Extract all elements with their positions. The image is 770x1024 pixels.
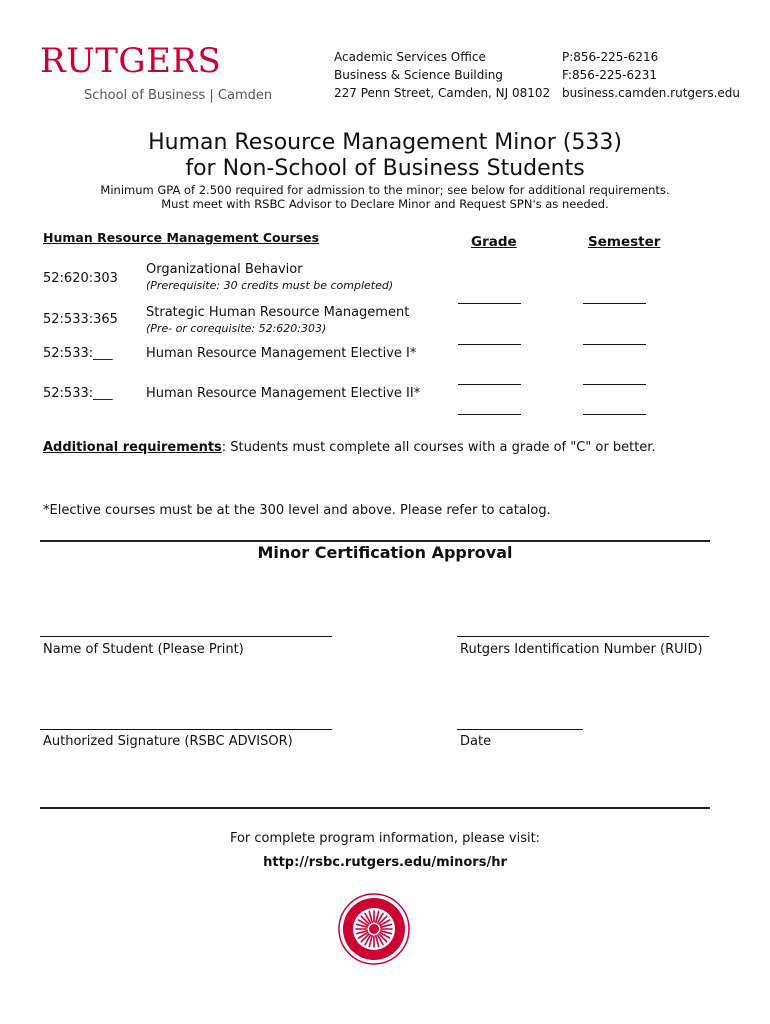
additional-requirements-text: : Students must complete all courses with a grade of "C" or better. (221, 440, 656, 455)
course-note: (Pre- or corequisite: 52:620:303) (146, 322, 327, 335)
grade-blank[interactable] (458, 303, 521, 304)
semester-header: Semester (588, 234, 661, 250)
semester-blank[interactable] (583, 384, 646, 385)
courses-heading: Human Resource Management Courses (43, 230, 320, 245)
fax-number: F:856-225-6231 (562, 68, 658, 82)
grade-header: Grade (471, 234, 517, 250)
address-line: Business & Science Building (334, 68, 503, 82)
program-info: For complete program information, please visit: (229, 831, 541, 846)
ruid-label: Rutgers Identification Number (RUID) (460, 642, 703, 657)
website-link[interactable]: business.camden.rutgers.edu (562, 86, 741, 100)
admission-requirements (0, 183, 770, 211)
student-name-label: Name of Student (Please Print) (43, 642, 244, 657)
course-name: Human Resource Management Elective I* (146, 346, 417, 361)
certification-heading: Minor Certification Approval (257, 543, 513, 562)
program-url-link[interactable]: http://rsbc.rutgers.edu/minors/hr (263, 855, 507, 870)
course-code: 52:533:365 (43, 312, 118, 327)
course-code: 52:533:___ (43, 346, 113, 361)
divider (40, 540, 710, 542)
signature-line[interactable] (40, 729, 332, 730)
office-contact (562, 48, 740, 102)
additional-requirements (43, 440, 656, 455)
title-line: for Non-School of Business Students (185, 156, 585, 181)
ruid-line[interactable] (457, 636, 709, 637)
course-code: 52:533:___ (43, 386, 113, 401)
student-name-line[interactable] (40, 636, 332, 637)
rutgers-logo: RUTGERS (40, 41, 222, 81)
requirement-line: Must meet with RSBC Advisor to Declare Minor and Request SPN's as needed. (161, 197, 609, 211)
office-address (334, 48, 550, 102)
address-line: Academic Services Office (334, 50, 486, 64)
title-line: Human Resource Management Minor (533) (148, 130, 622, 155)
additional-requirements-label: Additional requirements (43, 440, 222, 455)
school-name: School of Business | Camden (84, 88, 273, 103)
address-line: 227 Penn Street, Camden, NJ 08102 (334, 86, 551, 100)
semester-blank[interactable] (583, 344, 646, 345)
course-name: Human Resource Management Elective II* (146, 386, 421, 401)
elective-note: *Elective courses must be at the 300 level and above. Please refer to catalog. (43, 503, 551, 518)
course-name: Strategic Human Resource Management (146, 305, 410, 320)
divider (40, 807, 710, 809)
requirement-line: Minimum GPA of 2.500 required for admission to the minor; see below for additional requirements. (100, 183, 670, 197)
semester-blank[interactable] (583, 414, 646, 415)
course-name: Organizational Behavior (146, 262, 303, 277)
date-label: Date (460, 734, 492, 749)
date-line[interactable] (457, 729, 583, 730)
semester-blank[interactable] (583, 303, 646, 304)
grade-blank[interactable] (458, 414, 521, 415)
rutgers-seal-icon (338, 893, 410, 965)
grade-blank[interactable] (458, 384, 521, 385)
page-title (0, 130, 770, 182)
signature-label: Authorized Signature (RSBC ADVISOR) (43, 734, 293, 749)
phone-number: P:856-225-6216 (562, 50, 659, 64)
grade-blank[interactable] (458, 344, 521, 345)
course-note: (Prerequisite: 30 credits must be completed) (146, 279, 394, 292)
course-code: 52:620:303 (43, 271, 118, 286)
